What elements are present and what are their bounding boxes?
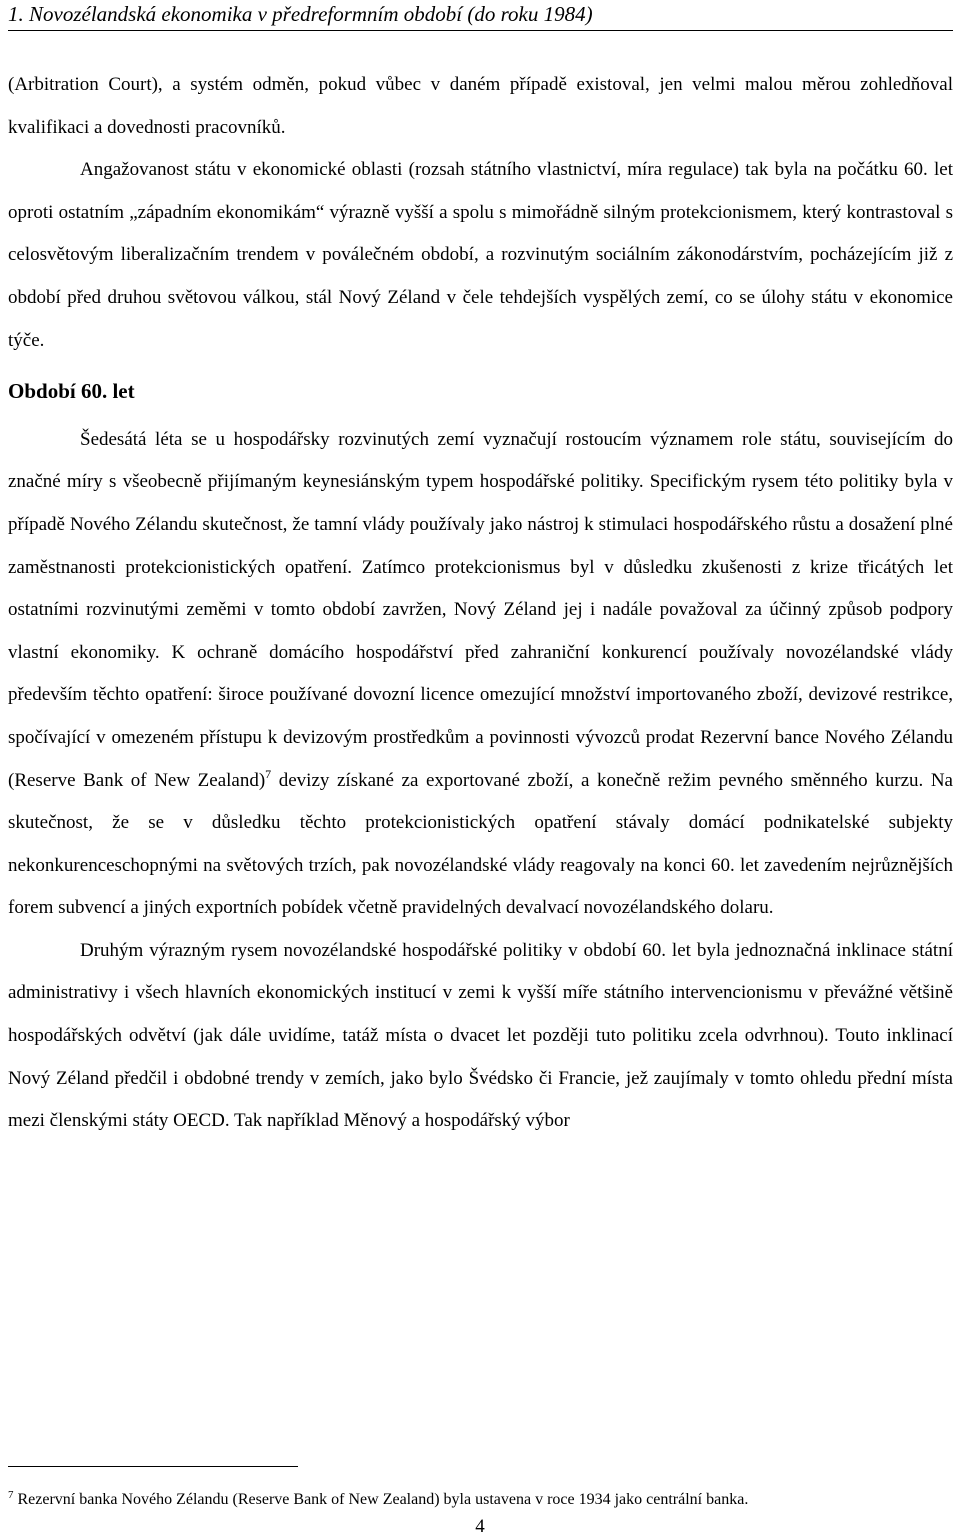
footnote-reference: 7 [265, 766, 272, 781]
paragraph-second-feature: Druhým výrazným rysem novozélandské hospodářské politiky v období 60. let byla jednoznačná inklinace státní administrativy i všech hlavních ekonomických institucí v zemi k vyšší míře státního intervencionismu v převážné většině hospodářských odvětví (jak dále uvidíme, tatáž místa o dvacet let později tuto politiku zcela odvrhnou). Touto inklinací Nový Zéland předčil i obdobné trendy v zemích, jako bylo Švédsko či Francie, jež zaujímaly v tomto ohledu přední místa mezi členskými státy OECD. Tak například Měnový a hospodářský výbor [8, 939, 953, 1132]
running-header: 1. Novozélandská ekonomika v předreformním období (do roku 1984) [8, 0, 953, 31]
paragraph-state-involvement: Angažovanost státu v ekonomické oblasti (rozsah státního vlastnictví, míra regulace) tak byla na počátku 60. let oproti ostatním „západním ekonomikám“ výrazně vyšší a spolu s mimořádně silným protekcionismem, který kontrastoval s celosvětovým liberalizačním trendem v poválečném období, a rozvinutým sociálním zákonodárstvím, pocházejícím již z období před druhou světovou válkou, stál Nový Zéland v čele tehdejších vyspělých zemí, co se úlohy státu v ekonomice týče. [8, 159, 953, 351]
paragraph-sixties-text-a: Šedesátá léta se u hospodářsky rozvinutých zemí vyznačují rostoucím významem role státu, souvisejícím do značné míry s všeobecně přijímaným keynesiánským typem hospodářské politiky. Specifickým rysem této politiky byla v případě Nového Zélandu skutečnost, že tamní vlády používaly jako nástroj k stimulaci hospodářského růstu a dosažení plné zaměstnanosti protekcionistických opatření. Zatímco protekcionismus byl v důsledku zkušenosti z krize třicátých let ostatními rozvinutými zeměmi v tomto období zavržen, Nový Zéland jej i nadále považoval za účinný způsob podpory vlastní ekonomiky. K ochraně domácího hospodářství před zahraniční konkurencí používaly novozélandské vlády především těchto opatření: široce používané dovozní licence omezující množství importovaného zboží, devizové restrikce, spočívající v omezeném přístupu k devizovým prostředkům a povinnosti vývozců prodat Rezervní bance Nového Zélandu (Reserve Bank of New Zealand) [8, 428, 953, 791]
paragraph-continuation: (Arbitration Court), a systém odměn, pokud vůbec v daném případě existoval, jen velmi malou měrou zohledňoval kvalifikaci a dovednosti pracovníků. [8, 74, 953, 138]
footnote-text: Rezervní banka Nového Zélandu (Reserve Bank of New Zealand) byla ustavena v roce 1934 jako centrální banka. [13, 1491, 749, 1508]
page-number: 4 [475, 1516, 485, 1537]
footnote [8, 1489, 953, 1511]
document-body [8, 64, 953, 1143]
section-heading: Období 60. let [8, 379, 135, 404]
footnote-mark: 7 [8, 1489, 14, 1501]
paragraph-sixties [8, 419, 953, 930]
footnote-separator [8, 1466, 298, 1467]
paragraph-sixties-text-b: devizy získané za exportované zboží, a konečně režim pevného směnného kurzu. Na skutečnost, že se v důsledku těchto protekcionistických opatření stávaly domácí podnikatelské subjekty nekonkurenceschopnými na světových trzích, pak novozélandské vlády reagovaly na konci 60. let zavedením nejrůznějších forem subvencí a jiných exportních pobídek včetně pravidelných devalvací novozélandského dolaru. [8, 769, 953, 919]
